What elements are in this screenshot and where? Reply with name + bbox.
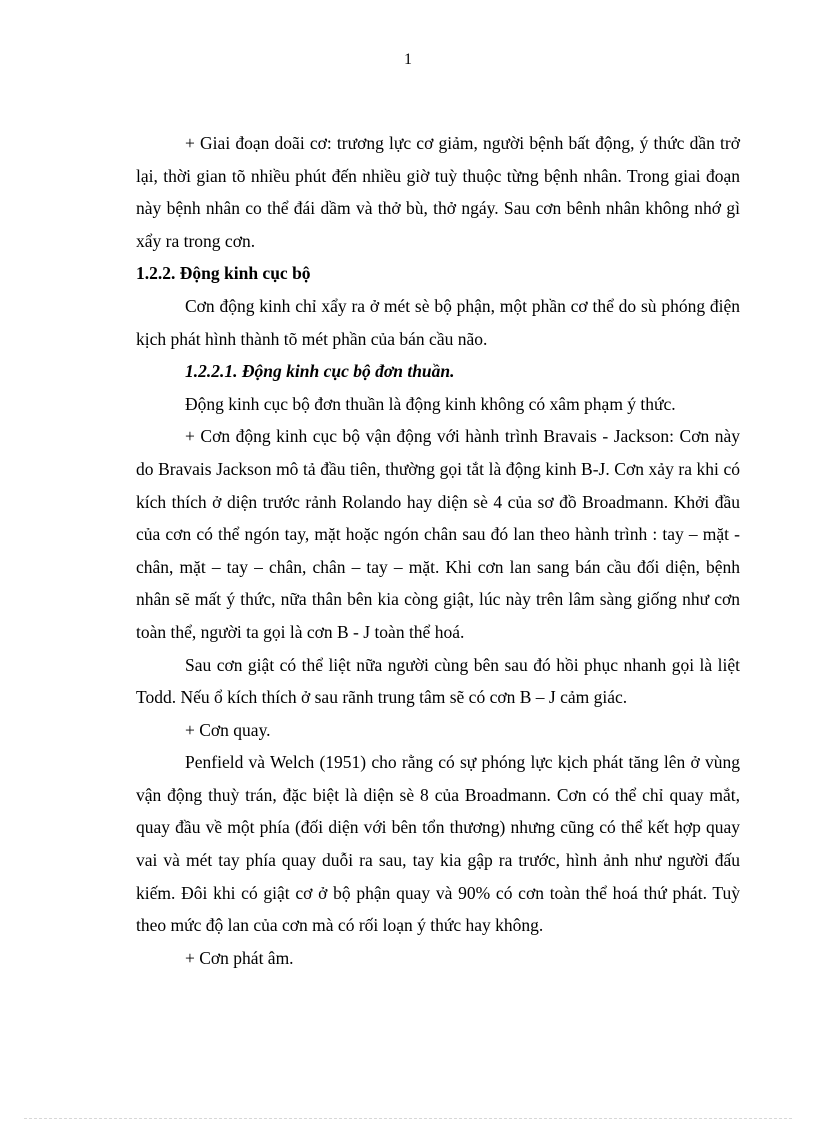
paragraph-todd-paralysis: Sau cơn giật có thể liệt nữa người cùng bên sau đó hồi phục nhanh gọi là liệt Todd. Nếu ổ kích thích ở sau rãnh trung tâm sẽ có cơn B – J cảm giác. <box>136 654 740 708</box>
paragraph-penfield-welch: Penfield và Welch (1951) cho rằng có sự phóng lực kịch phát tăng lên ở vùng vận động thuỳ trán, đặc biệt là diện sè 8 của Broadmann. Cơn có thể chỉ quay mắt, quay đầu về một phía (đối diện với bên tổn thương) nhưng cũng có thể kết hợp quay vai và mét tay phía quay duỗi ra sau, tay kia gập ra trước, hình ảnh như người đấu kiếm. Đôi khi có giật cơ ở bộ phận quay và 90% có cơn toàn thể hoá thứ phát. Tuỳ theo mức độ lan của cơn mà có rối loạn ý thức hay không. <box>136 752 740 936</box>
document-body <box>136 127 740 974</box>
section-heading-1-2-2: 1.2.2. Động kinh cục bộ <box>136 263 311 284</box>
paragraph-rotation-seizure-label: + Cơn quay. <box>185 719 271 740</box>
paragraph-vocal-seizure-label: + Cơn phát âm. <box>185 947 294 968</box>
paragraph-simple-partial-definition: Động kinh cục bộ đơn thuần là động kinh không có xâm phạm ý thức. <box>185 393 676 414</box>
paragraph-bravais-jackson: + Cơn động kinh cục bộ vận động với hành trình Bravais - Jackson: Cơn này do Bravais Jackson mô tả đầu tiên, thường gọi tắt là động kinh B-J. Cơn xảy ra khi có kích thích ở diện trước rảnh Rolando hay diện sè 4 của sơ đồ Broadmann. Khởi đầu của cơn có thể ngón tay, mặt hoặc ngón chân sau đó lan theo hành trình : tay – mặt - chân, mặt – tay – chân, chân – tay – mặt. Khi cơn lan sang bán cầu đối diện, bệnh nhân sẽ mất ý thức, nữa thân bên kia còng giật, lúc này trên lâm sàng giống như cơn toàn thể, người ta gọi là cơn B - J toàn thể hoá. <box>136 426 740 642</box>
page-bottom-divider <box>24 1118 792 1119</box>
paragraph-partial-seizure-intro: Cơn động kinh chỉ xẩy ra ở mét sè bộ phận, một phần cơ thể do sù phóng điện kịch phát hình thành tõ mét phần của bán cầu não. <box>136 295 740 349</box>
page-number: 1 <box>404 51 412 68</box>
paragraph-relaxation-phase: + Giai đoạn doãi cơ: trương lực cơ giảm, người bệnh bất động, ý thức dần trở lại, thời gian tõ nhiều phút đến nhiều giờ tuỳ thuộc từng bệnh nhân. Trong giai đoạn này bệnh nhân co thể đái dầm và thở bù, thở ngáy. Sau cơn bênh nhân không nhớ gì xẩy ra trong cơn. <box>136 133 740 251</box>
subsection-heading-1-2-2-1: 1.2.2.1. Động kinh cục bộ đơn thuần. <box>185 361 455 382</box>
